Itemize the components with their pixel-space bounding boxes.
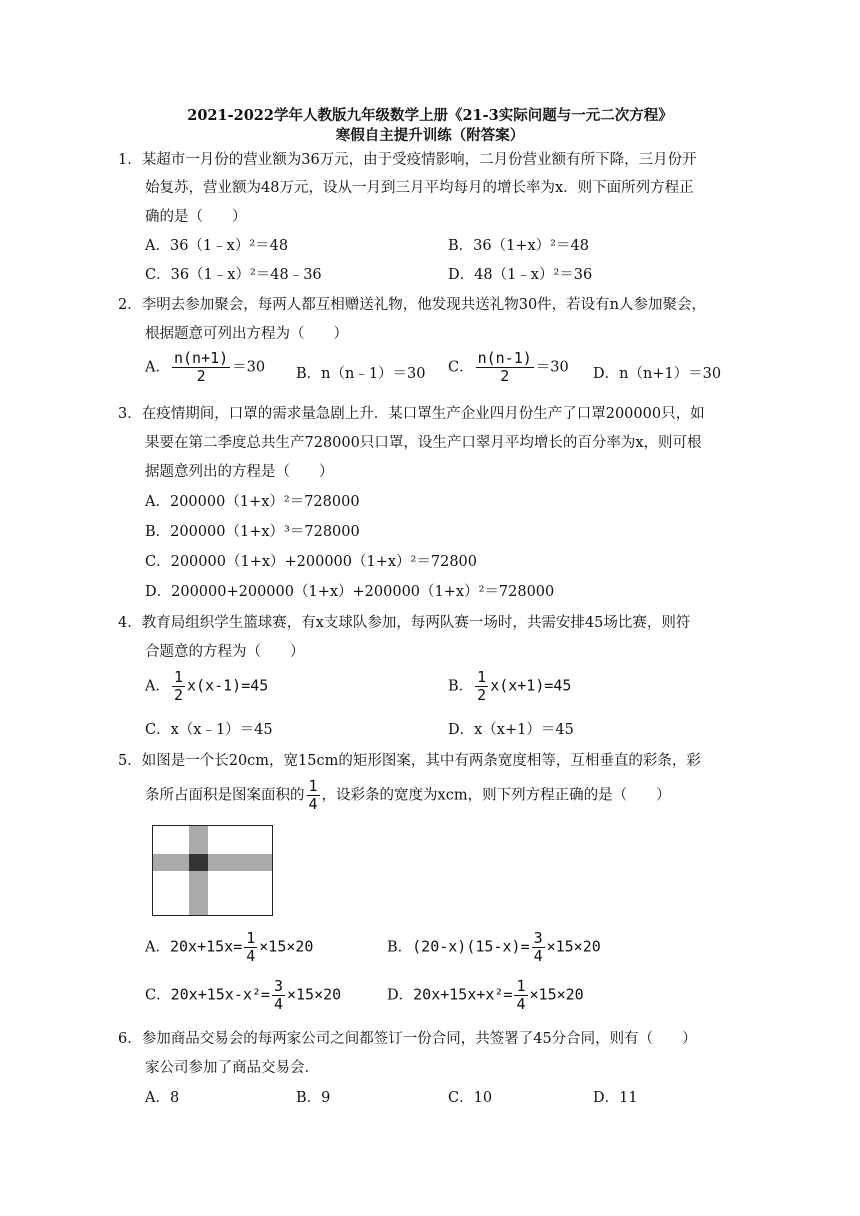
q3-option-d[interactable]: D．200000+200000（1+x）+200000（1+x）²＝728000 [145, 584, 555, 600]
q5-option-c[interactable] [145, 978, 341, 1013]
q5-option-c-rhs: ×15×20 [286, 985, 342, 1004]
q6-option-a[interactable]: A．8 [145, 1090, 180, 1106]
q5-stem-line1: 5．如图是一个长20cm，宽15cm的矩形图案，其中有两条宽度相等，互相垂直的彩条，彩 [118, 753, 701, 769]
fraction-numerator: 3 [533, 929, 543, 947]
q5-option-b-rhs: ×15×20 [546, 937, 601, 956]
q2-option-c[interactable] [448, 350, 569, 385]
q4-stem-line2: 合题意的方程为（ ） [145, 644, 305, 660]
q5-option-d[interactable] [387, 978, 584, 1013]
q5-option-c-label: C． [145, 987, 171, 1004]
q1-stem-line3: 确的是（ ） [145, 209, 247, 225]
q4-option-b-fraction [475, 669, 488, 704]
q2-option-c-rhs: ＝30 [535, 359, 569, 376]
q3-stem-line1: 3．在疫情期间，口罩的需求量急剧上升．某口罩生产企业四月份生产了口罩200000只，如 [118, 406, 705, 422]
fraction-numerator: 1 [246, 929, 256, 947]
q4-option-b-label: B． [448, 678, 474, 695]
q5-option-c-fraction [272, 978, 285, 1013]
q4-option-a-fraction [172, 669, 185, 704]
fraction-denominator: 2 [196, 367, 206, 385]
q4-option-d[interactable]: D．x（x+1）＝45 [448, 722, 574, 738]
q4-option-c[interactable]: C．x（x﹣1）＝45 [145, 722, 273, 738]
q1-option-c[interactable]: C．36（1﹣x）²＝48﹣36 [145, 267, 322, 283]
q2-stem-line2: 根据题意可列出方程为（ ） [145, 326, 348, 342]
q4-option-a-label: A． [145, 678, 170, 695]
q6-stem-line2: 家公司参加了商品交易会． [145, 1060, 319, 1076]
q5-option-b-label: B． [387, 939, 413, 956]
q2-option-d[interactable]: D．n（n+1）＝30 [593, 366, 722, 382]
fraction-denominator: 2 [500, 367, 510, 385]
q4-option-a[interactable] [145, 669, 268, 704]
q6-option-c[interactable]: C．10 [448, 1090, 493, 1106]
q5-stem-fraction [307, 778, 320, 813]
q2-option-a[interactable] [145, 350, 265, 385]
q5-option-d-fraction [514, 978, 527, 1013]
q5-option-a-label: A． [145, 939, 170, 956]
q5-option-b[interactable] [387, 930, 601, 965]
q1-option-a[interactable]: A．36（1﹣x）²＝48 [145, 238, 289, 254]
q4-option-a-rhs: x(x-1)=45 [187, 676, 269, 695]
q3-option-c[interactable]: C．200000（1+x）+200000（1+x）²＝72800 [145, 554, 477, 570]
q1-option-b[interactable]: B．36（1+x）²＝48 [448, 238, 589, 254]
q6-option-d[interactable]: D．11 [593, 1090, 638, 1106]
fraction-numerator: 1 [173, 668, 184, 686]
q6-stem-line1: 6．参加商品交易会的每两家公司之间都签订一份合同，共签署了45分合同，则有（ ） [118, 1031, 697, 1047]
q4-stem-line1: 4．教育局组织学生篮球赛，有x支球队参加，每两队赛一场时，共需安排45场比赛，则符 [118, 615, 691, 631]
q5-option-a-rhs: ×15×20 [259, 937, 314, 956]
q2-option-c-fraction [476, 350, 534, 385]
q5-option-a-fraction [244, 930, 257, 965]
q5-option-a[interactable] [145, 930, 313, 965]
q5-option-d-rhs: ×15×20 [529, 985, 584, 1004]
fraction-denominator: 4 [533, 947, 543, 965]
q2-option-a-rhs: ＝30 [232, 359, 266, 376]
q2-option-c-label: C． [448, 359, 474, 376]
q3-option-a[interactable]: A．200000（1+x）²＝728000 [145, 494, 360, 510]
doc-title-line2: 寒假自主提升训练（附答案） [335, 127, 525, 144]
fraction-denominator: 4 [246, 947, 256, 965]
fraction-numerator: n(n-1) [477, 349, 532, 367]
q5-stem-line2-part1: 条所占面积是图案面积的 [145, 787, 305, 804]
fraction-numerator: 3 [273, 977, 283, 995]
q5-option-c-lhs: 20x+15x-x²= [170, 985, 270, 1004]
q6-option-b[interactable]: B．9 [296, 1090, 331, 1106]
fraction-numerator: 1 [308, 777, 318, 795]
fraction-denominator: 4 [516, 995, 526, 1013]
fraction-denominator: 2 [477, 686, 487, 704]
q5-option-b-lhs: (20-x)(15-x)= [412, 937, 530, 956]
q2-option-a-label: A． [145, 359, 170, 376]
q1-stem-line2: 始复苏，营业额为48万元，设从一月到三月平均每月的增长率为x．则下面所列方程正 [145, 180, 694, 196]
q4-option-b-rhs: x(x+1)=45 [490, 676, 572, 695]
horizontal-strip [153, 854, 272, 871]
fraction-denominator: 4 [308, 795, 318, 813]
q2-stem-line1: 2．李明去参加聚会，每两人都互相赠送礼物，他发现共送礼物30件，若设有n人参加聚会， [118, 297, 707, 313]
q2-option-a-fraction [172, 350, 230, 385]
q5-option-b-fraction [532, 930, 545, 965]
q5-stem-line2-part2: ，设彩条的宽度为xcm，则下列方程正确的是（ ） [321, 787, 671, 804]
q1-stem-line1: 1．某超市一月份的营业额为36万元，由于受疫情影响，二月份营业额有所下降，三月份开 [118, 152, 697, 168]
doc-title-line1: 2021-2022学年人教版九年级数学上册《21-3实际问题与一元二次方程》 [187, 107, 673, 124]
strip-overlap [189, 854, 208, 871]
fraction-numerator: n(n+1) [173, 349, 229, 367]
q5-option-a-lhs: 20x+15x= [169, 937, 243, 956]
q1-option-d[interactable]: D．48（1﹣x）²＝36 [448, 267, 593, 283]
fraction-numerator: 1 [477, 668, 487, 686]
q4-option-b[interactable] [448, 669, 571, 704]
q3-option-b[interactable]: B．200000（1+x）³＝728000 [145, 524, 360, 540]
q2-option-b[interactable]: B．n（n﹣1）＝30 [296, 366, 426, 382]
q3-stem-line3: 据题意列出的方程是（ ） [145, 464, 334, 480]
fraction-denominator: 2 [173, 686, 184, 704]
q5-option-d-lhs: 20x+15x+x²= [413, 985, 513, 1004]
q5-rectangle-figure [152, 825, 273, 916]
fraction-numerator: 1 [516, 977, 526, 995]
q5-option-d-label: D． [387, 987, 414, 1004]
fraction-denominator: 4 [273, 995, 283, 1013]
q3-stem-line2: 果要在第二季度总共生产728000只口罩，设生产口翠月平均增长的百分率为x，则可根 [145, 435, 702, 451]
q5-stem-line2 [145, 778, 671, 813]
